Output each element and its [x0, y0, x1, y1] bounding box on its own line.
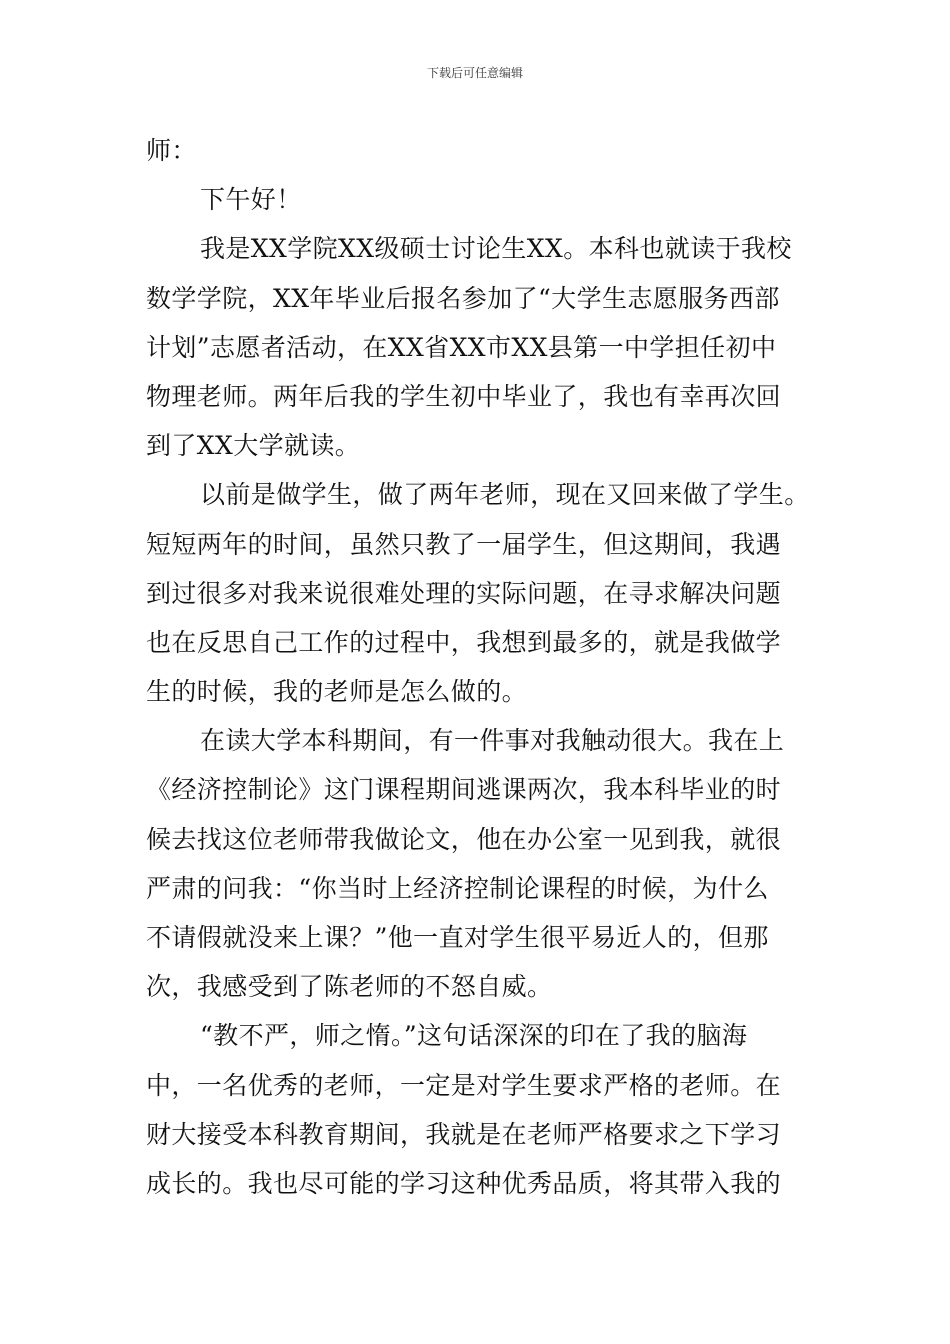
text-line: 候去找这位老师带我做论文，他在办公室一见到我，就很 — [146, 824, 782, 854]
text-line: 财大接受本科教育期间，我就是在老师严格要求之下学习 — [146, 1119, 782, 1149]
text-line: 下午好！ — [200, 185, 302, 215]
paragraph — [146, 716, 826, 1011]
text-line: 数学学院，XX年毕业后报名参加了“大学生志愿服务西部 — [146, 283, 780, 313]
text-line: 不请假就没来上课？”他一直对学生很平易近人的，但那 — [146, 923, 769, 952]
text-line: 我是XX学院XX级硕士讨论生XX。本科也就读于我校 — [200, 234, 792, 264]
text-line: 在读大学本科期间，有一件事对我触动很大。我在上 — [200, 726, 785, 756]
paragraph — [146, 470, 826, 716]
text-line: “教不严，师之惰。”这句话深深的印在了我的脑海 — [200, 1021, 748, 1051]
text-line: 中，一名优秀的老师，一定是对学生要求严格的老师。在 — [146, 1070, 782, 1100]
text-line: 《经济控制论》这门课程期间逃课两次，我本科毕业的时 — [146, 775, 782, 805]
text-line: 到了XX大学就读。 — [146, 431, 361, 461]
page-header: 下载后可任意编辑 — [426, 66, 523, 80]
text-line: 师： — [146, 136, 197, 165]
paragraph — [146, 126, 826, 175]
text-line: 严肃的问我：“你当时上经济控制论课程的时候，为什么 — [146, 873, 769, 903]
text-line: 次，我感受到了陈老师的不怒自威。 — [146, 972, 553, 1002]
text-line: 物理老师。两年后我的学生初中毕业了，我也有幸再次回 — [146, 381, 782, 411]
text-line: 也在反思自己工作的过程中，我想到最多的，就是我做学 — [146, 627, 782, 657]
text-line: 以前是做学生，做了两年老师，现在又回来做了学生。 — [200, 480, 810, 510]
text-line: 短短两年的时间，虽然只教了一届学生，但这期间，我遇 — [146, 529, 782, 559]
paragraph — [146, 175, 826, 224]
text-line: 到过很多对我来说很难处理的实际问题，在寻求解决问题 — [146, 578, 782, 608]
document-body — [146, 126, 826, 1208]
text-line: 成长的。我也尽可能的学习这种优秀品质，将其带入我的 — [146, 1168, 782, 1198]
paragraph — [146, 224, 826, 470]
paragraph — [146, 1011, 826, 1208]
text-line: 计划”志愿者活动，在XX省XX市XX县第一中学担任初中 — [146, 332, 777, 362]
text-line: 生的时候，我的老师是怎么做的。 — [146, 677, 528, 707]
